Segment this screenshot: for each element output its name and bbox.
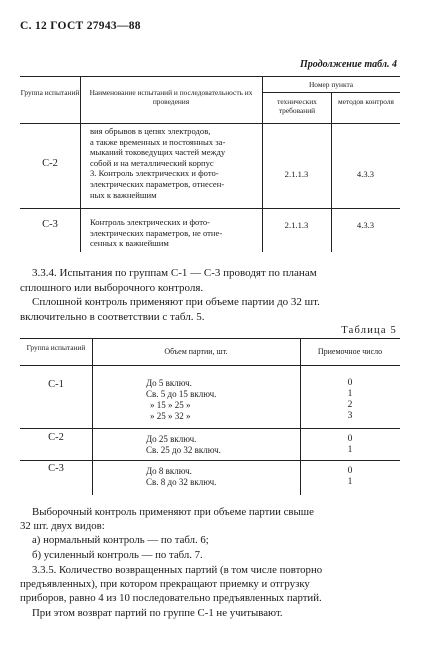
t5-row-group: С-1 [48,379,64,390]
t4-row-methods: 4.3.3 [356,220,375,230]
t5-row-volumes: До 5 включ. Св. 5 до 15 включ. » 15 » 25 » » 25 » 32 » [146,378,217,421]
t5-header-accept: Приемочное число [317,347,383,356]
t4-header-methods: методов контроля [338,97,394,106]
table-continuation-label: Продолжение табл. 4 [299,59,397,70]
paragraph-3-3-5: 3.3.5. Количество возвращенных партий (в том числе повторно предъявленных), при котором прекращают приемку и отгрузку приборов, равно 4 из 10 последовательно предъявленных партий. При этом возврат партий по группе С-1 не учитывают. [20,564,323,619]
table-5-title: Таблица 5 [341,325,397,336]
t4-header-number: Номер пункта [308,80,354,89]
t5-row-volumes: До 8 включ. Св. 8 до 32 включ. [146,466,217,487]
t4-row-name: Контроль электрических и фото- электрических параметров, не отне- сенных к важнейшим [90,217,223,249]
t5-header-volume: Объем партии, шт. [164,347,228,356]
t4-header-tech: технических требований [277,97,317,115]
t4-row-methods: 4.3.3 [356,169,375,179]
t5-row-volumes: До 25 включ. Св. 25 до 32 включ. [146,434,221,455]
paragraph-3-3-4: 3.3.4. Испытания по группам С-1 — С-3 проводят по планам сплошного или выборочного контроля. Сплошной контроль применяют при объеме партии до 32 шт. включительно в соответствии с табл. 5. [20,267,320,323]
t4-row-tech: 2.1.1.3 [284,220,309,230]
t5-header-group: Группа испытаний [26,343,86,352]
t4-row-name: вия обрывов в цепях электродов, а также временных и постоянных за- мыканий токоведущих частей между собой и на металлический корпус 3. Контроль электрических и фото- электрических параметров, отнесен- ных к важнейшим [90,126,226,200]
page-header: С. 12 ГОСТ 27943—88 [20,20,141,32]
t5-row-accept: 0 1 [347,466,353,487]
t5-row-accept: 0 1 2 3 [347,378,353,421]
t5-row-accept: 0 1 [347,434,353,455]
t4-header-name: Наименование испытаний и последовательность их проведения [89,88,253,106]
paragraph-selective-control: Выборочный контроль применяют при объеме партии свыше 32 шт. двух видов: а) нормальный контроль — по табл. 6; б) усиленный контроль — по табл. 7. [20,506,314,561]
t4-header-group: Группа испытаний [20,88,80,97]
t4-row-tech: 2.1.1.3 [284,169,309,179]
t5-row-group: С-2 [48,432,64,443]
t4-row-group: С-3 [42,219,58,230]
t5-row-group: С-3 [48,463,64,474]
t4-row-group: С-2 [42,158,58,169]
